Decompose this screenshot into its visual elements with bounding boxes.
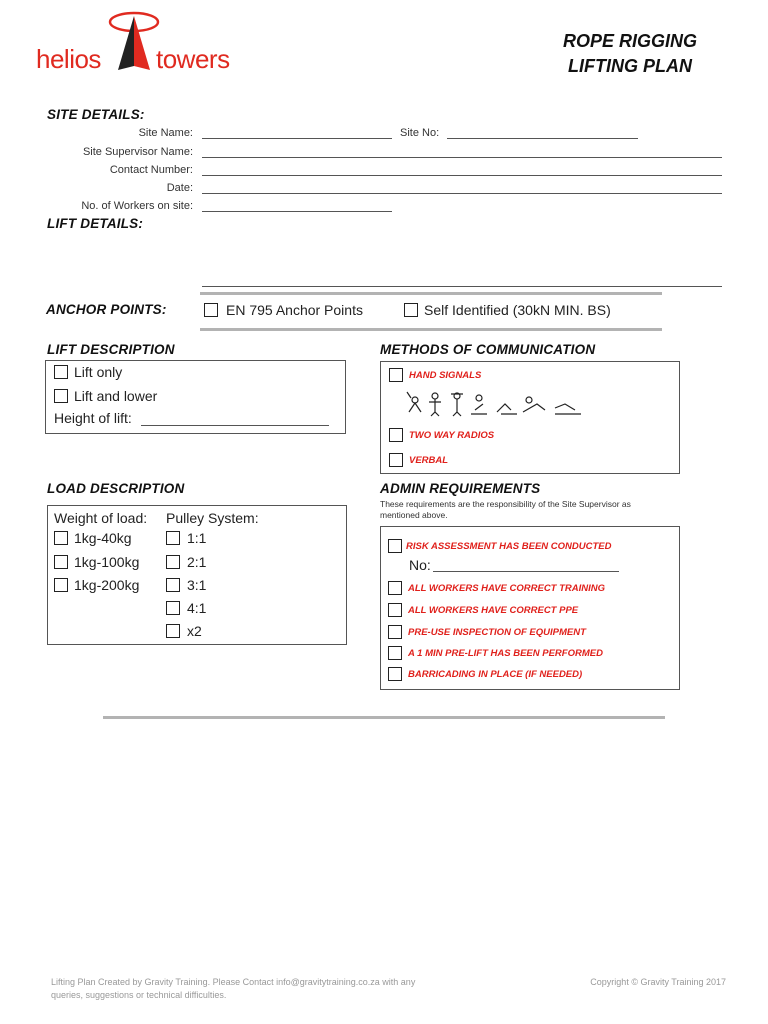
load-description-box <box>47 505 347 645</box>
checkbox[interactable] <box>388 646 402 660</box>
anchor-points-heading: ANCHOR POINTS: <box>46 302 167 317</box>
workers-label: No. of Workers on site: <box>81 200 193 212</box>
supervisor-field[interactable] <box>202 157 722 158</box>
checkbox[interactable] <box>166 578 180 592</box>
checkbox[interactable] <box>166 601 180 615</box>
weight-option[interactable] <box>54 554 139 570</box>
lift-details-field[interactable] <box>202 286 722 287</box>
site-no-field[interactable] <box>447 138 638 139</box>
hand-signals-option[interactable] <box>389 368 481 382</box>
checkbox[interactable] <box>166 624 180 638</box>
option-label: Lift only <box>74 364 123 380</box>
weight-option[interactable] <box>54 577 139 593</box>
contact-label: Contact Number: <box>109 164 193 176</box>
communication-heading: METHODS OF COMMUNICATION <box>380 342 596 357</box>
pulley-option-label: 4:1 <box>187 600 207 616</box>
title-line-2: LIFTING PLAN <box>568 56 692 76</box>
option-label: HAND SIGNALS <box>409 369 482 381</box>
risk-assessment-no-label: No: <box>409 557 431 573</box>
pulley-option-label: 2:1 <box>187 554 207 570</box>
footer-note: Lifting Plan Created by Gravity Training. Please Contact info@gravitytraining.co.za with any queries, suggestions or technical difficulties. <box>51 977 416 1000</box>
lift-description-box <box>45 360 346 434</box>
admin-requirements-box <box>380 526 680 690</box>
site-details-heading: SITE DETAILS: <box>47 107 145 122</box>
lift-and-lower-option[interactable] <box>54 388 157 404</box>
barricading-option[interactable] <box>388 667 582 681</box>
height-of-lift-field[interactable] <box>141 425 329 426</box>
option-label: RISK ASSESSMENT HAS BEEN CONDUCTED <box>406 540 612 552</box>
checkbox[interactable] <box>388 667 402 681</box>
checkbox[interactable] <box>54 389 68 403</box>
checkbox[interactable] <box>389 428 403 442</box>
footer-copyright: Copyright © Gravity Training 2017 <box>590 977 726 987</box>
checkbox[interactable] <box>389 453 403 467</box>
divider <box>200 292 662 295</box>
anchor-option-label: EN 795 Anchor Points <box>226 302 363 318</box>
pulley-option[interactable] <box>166 577 206 593</box>
brand-name-left: helios <box>36 44 101 74</box>
checkbox[interactable] <box>166 555 180 569</box>
communication-box <box>380 361 680 474</box>
two-way-radios-option[interactable] <box>389 428 494 442</box>
checkbox[interactable] <box>54 365 68 379</box>
checkbox[interactable] <box>404 303 418 317</box>
option-label: Lift and lower <box>74 388 158 404</box>
lift-only-option[interactable] <box>54 364 122 380</box>
checkbox[interactable] <box>389 368 403 382</box>
site-name-field[interactable] <box>202 138 392 139</box>
document-title <box>530 29 730 79</box>
weight-option-label: 1kg-200kg <box>74 577 140 593</box>
weight-option-label: 1kg-100kg <box>74 554 140 570</box>
weight-option[interactable] <box>54 530 132 546</box>
hand-signals-icon <box>405 388 585 418</box>
option-label: VERBAL <box>409 454 449 466</box>
lift-details-heading: LIFT DETAILS: <box>47 216 144 231</box>
option-label: ALL WORKERS HAVE CORRECT PPE <box>408 604 579 616</box>
checkbox[interactable] <box>54 578 68 592</box>
checkbox[interactable] <box>54 531 68 545</box>
pulley-option-label: 1:1 <box>187 530 207 546</box>
divider <box>103 716 665 719</box>
brand-logo <box>36 8 256 80</box>
pulley-option-label: x2 <box>187 623 202 639</box>
admin-note: These requirements are the responsibility of the Site Supervisor as mentioned above. <box>380 499 631 520</box>
pulley-option[interactable] <box>166 600 206 616</box>
height-of-lift-label: Height of lift: <box>54 410 132 426</box>
checkbox[interactable] <box>388 539 402 553</box>
verbal-option[interactable] <box>389 453 448 467</box>
title-line-1: ROPE RIGGING <box>562 31 697 51</box>
pulley-system-label: Pulley System: <box>166 510 259 526</box>
pre-lift-option[interactable] <box>388 646 603 660</box>
option-label: TWO WAY RADIOS <box>409 429 495 441</box>
anchor-option-en795[interactable] <box>204 302 363 318</box>
site-name-label: Site Name: <box>138 127 193 139</box>
option-label: PRE-USE INSPECTION OF EQUIPMENT <box>408 626 586 638</box>
anchor-option-self-identified[interactable] <box>404 302 611 318</box>
lift-description-heading: LIFT DESCRIPTION <box>47 342 175 357</box>
checkbox[interactable] <box>388 625 402 639</box>
contact-field[interactable] <box>202 175 722 176</box>
load-description-heading: LOAD DESCRIPTION <box>47 481 185 496</box>
brand-name-right: towers <box>156 44 230 74</box>
admin-requirements-heading: ADMIN REQUIREMENTS <box>380 481 541 496</box>
weight-option-label: 1kg-40kg <box>74 530 132 546</box>
weight-of-load-label: Weight of load: <box>54 510 148 526</box>
divider <box>200 328 662 331</box>
correct-ppe-option[interactable] <box>388 603 578 617</box>
checkbox[interactable] <box>54 555 68 569</box>
tower-icon <box>106 8 162 78</box>
checkbox[interactable] <box>204 303 218 317</box>
anchor-option-label: Self Identified (30kN MIN. BS) <box>424 302 611 318</box>
pre-use-inspection-option[interactable] <box>388 625 586 639</box>
pulley-option[interactable] <box>166 530 206 546</box>
option-label: ALL WORKERS HAVE CORRECT TRAINING <box>408 582 606 594</box>
supervisor-label: Site Supervisor Name: <box>82 146 193 158</box>
pulley-option[interactable] <box>166 554 206 570</box>
workers-field[interactable] <box>202 211 392 212</box>
pulley-option-label: 3:1 <box>187 577 207 593</box>
risk-assessment-no-field[interactable] <box>433 571 619 572</box>
date-label: Date: <box>166 182 193 194</box>
site-no-label: Site No: <box>400 127 440 139</box>
risk-assessment-option[interactable] <box>388 539 612 553</box>
option-label: BARRICADING IN PLACE (IF NEEDED) <box>408 668 583 680</box>
checkbox[interactable] <box>388 603 402 617</box>
checkbox[interactable] <box>166 531 180 545</box>
option-label: A 1 MIN PRE-LIFT HAS BEEN PERFORMED <box>408 647 603 659</box>
checkbox[interactable] <box>388 581 402 595</box>
correct-training-option[interactable] <box>388 581 605 595</box>
date-field[interactable] <box>202 193 722 194</box>
pulley-option[interactable] <box>166 623 202 639</box>
